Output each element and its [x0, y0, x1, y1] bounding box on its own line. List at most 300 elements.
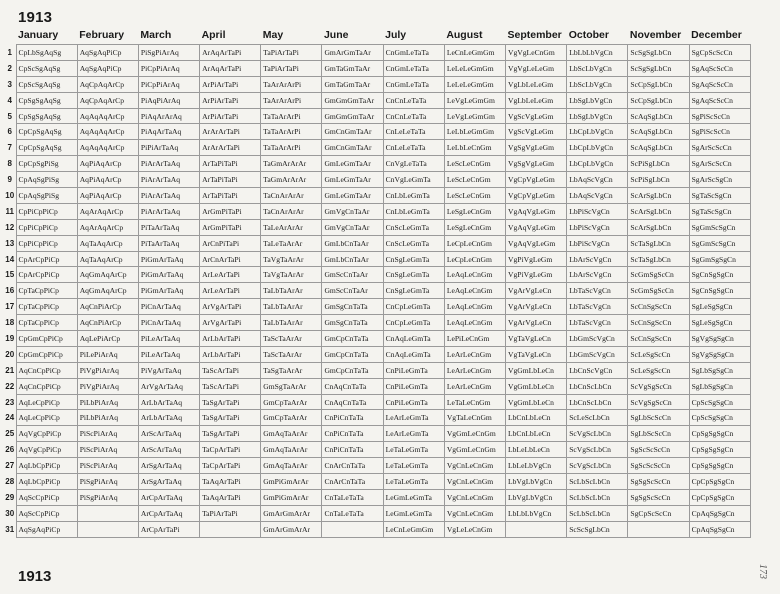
table-cell: LbAqScVgCn: [567, 172, 628, 188]
table-cell: CpAqSgSgCn: [689, 505, 750, 521]
table-row: [4, 203, 750, 219]
table-cell: CnSgLeGmTa: [383, 267, 444, 283]
table-cell: TaScTaArAr: [261, 346, 322, 362]
table-cell: PiVgPiArAq: [77, 362, 138, 378]
table-cell: GmTaGmTaAr: [322, 60, 383, 76]
table-cell: SgScScScCn: [628, 442, 689, 458]
table-cell: LeSgLeCnGm: [444, 219, 505, 235]
table-cell: LbVgLbVgCn: [506, 489, 567, 505]
table-cell: AqTaAqArCp: [77, 235, 138, 251]
table-cell: ArVgArTaAq: [138, 378, 199, 394]
table-cell: CnArCnTaTa: [322, 474, 383, 490]
table-cell: TaGmArArAr: [261, 156, 322, 172]
table-cell: ScLbScLbCn: [567, 474, 628, 490]
table-cell: CpSgSgSgCn: [689, 458, 750, 474]
table-cell: PiScPiArAq: [77, 426, 138, 442]
table-cell: LbPiScVgCn: [567, 235, 628, 251]
table-cell: LbCnScLbCn: [567, 394, 628, 410]
month-header: April: [201, 29, 226, 41]
day-number: 10: [4, 188, 16, 204]
table-cell: AqScCpPiCp: [16, 489, 77, 505]
table-cell: CnArCnTaTa: [322, 458, 383, 474]
table-cell: ArSgArTaAq: [138, 458, 199, 474]
table-cell: PiAqArTaAq: [138, 124, 199, 140]
table-row: [4, 331, 750, 347]
table-cell: TaAqArTaPi: [200, 489, 261, 505]
table-cell: TaScArTaPi: [200, 362, 261, 378]
table-cell: CpAqSgSgCn: [689, 521, 750, 537]
table-cell: ArCnPiTaPi: [200, 235, 261, 251]
table-cell: SgTaScSgCn: [689, 188, 750, 204]
table-row: [4, 108, 750, 124]
table-cell: VgVgLeCnGm: [506, 45, 567, 61]
table-cell: ArTaPiTaPi: [200, 172, 261, 188]
table-row: [4, 442, 750, 458]
table-cell: LeVgLeGmGm: [444, 108, 505, 124]
table-cell: GmCpCnTaTa: [322, 331, 383, 347]
table-cell: VgArVgLeCn: [506, 315, 567, 331]
table-cell: LbCnLbLeCn: [506, 426, 567, 442]
table-cell: PiArArTaAq: [138, 156, 199, 172]
table-cell: CnCnLeTaTa: [383, 92, 444, 108]
table-cell: VgArVgLeCn: [506, 283, 567, 299]
table-cell: ArCpArTaAq: [138, 505, 199, 521]
table-cell: PiScPiArAq: [77, 442, 138, 458]
table-cell: AqCnCpPiCp: [16, 378, 77, 394]
table-cell: CnPiCnTaTa: [322, 426, 383, 442]
table-cell: CnScLeGmTa: [383, 235, 444, 251]
table-row: [4, 489, 750, 505]
table-cell: PiCnArTaAq: [138, 299, 199, 315]
table-cell: VgVgLeLeGm: [506, 60, 567, 76]
table-cell: PiAqArArAq: [138, 108, 199, 124]
table-cell: ScVgSgScCn: [628, 394, 689, 410]
table-cell: ScScSgLbCn: [567, 521, 628, 537]
table-cell: GmScCnTaAr: [322, 283, 383, 299]
table-cell: GmPiGmArAr: [261, 474, 322, 490]
table-cell: PiVgArTaAq: [138, 362, 199, 378]
table-cell: PiGmArTaAq: [138, 283, 199, 299]
table-cell: SgLbSgSgCn: [689, 362, 750, 378]
table-cell: CnTaLeTaTa: [322, 489, 383, 505]
table-cell: CnLbLeGmTa: [383, 203, 444, 219]
table-cell: CpSgSgSgCn: [689, 442, 750, 458]
table-cell: AqScCpPiCp: [16, 505, 77, 521]
table-cell: LeAqLeCnGm: [444, 315, 505, 331]
table-cell: GmSgTaArAr: [261, 378, 322, 394]
table-cell: CpPiCpPiCp: [16, 203, 77, 219]
table-cell: CnGmLeTaTa: [383, 45, 444, 61]
table-cell: LeCnLeGmGm: [383, 521, 444, 537]
day-number: 15: [4, 267, 16, 283]
ephemeris-table: [4, 28, 751, 538]
table-cell: TaTaArArPi: [261, 108, 322, 124]
table-cell: ArScArTaAq: [138, 442, 199, 458]
table-cell: VgScVgLeGm: [506, 124, 567, 140]
table-cell: VgLeLeCnGm: [444, 521, 505, 537]
table-cell: CpScSgSgCn: [689, 410, 750, 426]
table-cell: CpLbSgAqSg: [16, 45, 77, 61]
table-cell: PiLeArTaAq: [138, 331, 199, 347]
table-cell: CpScSgAqSg: [16, 60, 77, 76]
table-cell: CpCpSgPiSg: [16, 156, 77, 172]
table-cell: SgSgScScCn: [628, 474, 689, 490]
table-cell: ScLbScLbCn: [567, 489, 628, 505]
table-cell: CpTaCpPiCp: [16, 299, 77, 315]
table-cell: PiArArTaAq: [138, 203, 199, 219]
table-cell: SgTaScSgCn: [689, 203, 750, 219]
table-cell: SgLbScScCn: [628, 410, 689, 426]
table-cell: ScArSgLbCn: [628, 203, 689, 219]
day-number: 23: [4, 394, 16, 410]
table-cell: LeLeLeGmGm: [444, 76, 505, 92]
table-cell: LeGmLeGmTa: [383, 489, 444, 505]
table-cell: VgGmLeCnGm: [444, 426, 505, 442]
table-row: [4, 156, 750, 172]
table-cell: ScSgSgLbCn: [628, 45, 689, 61]
day-number: 3: [4, 76, 16, 92]
table-cell: [628, 521, 689, 537]
table-cell: AqLbCpPiCp: [16, 474, 77, 490]
table-cell: PiLePiArAq: [77, 346, 138, 362]
table-cell: PiCnArTaAq: [138, 315, 199, 331]
table-cell: AqTaAqArCp: [77, 251, 138, 267]
table-cell: LeGmLeGmTa: [383, 505, 444, 521]
day-number: 22: [4, 378, 16, 394]
day-number: 7: [4, 140, 16, 156]
day-number: 19: [4, 331, 16, 347]
table-cell: ScPiSgLbCn: [628, 172, 689, 188]
table-cell: ArArArTaPi: [200, 140, 261, 156]
table-cell: VgCnLeCnGm: [444, 474, 505, 490]
table-cell: AqCpAqArCp: [77, 76, 138, 92]
table-cell: CpScSgSgCn: [689, 394, 750, 410]
table-cell: CnSgLeGmTa: [383, 251, 444, 267]
table-cell: LbLeLbLeCn: [506, 442, 567, 458]
table-cell: ScAqSgLbCn: [628, 108, 689, 124]
table-cell: TaTaArArPi: [261, 124, 322, 140]
table-cell: ArAqArTaPi: [200, 45, 261, 61]
table-cell: VgCnLeCnGm: [444, 458, 505, 474]
table-cell: TaAqArTaPi: [200, 474, 261, 490]
table-cell: ScSgSgLbCn: [628, 60, 689, 76]
table-cell: GmGmGmTaAr: [322, 108, 383, 124]
table-cell: LeArLeCnGm: [444, 346, 505, 362]
table-cell: ArTaPiTaPi: [200, 188, 261, 204]
month-header: August: [446, 29, 483, 41]
table-cell: CnPiLeGmTa: [383, 362, 444, 378]
table-cell: AqLeCpPiCp: [16, 410, 77, 426]
table-cell: SgGmScSgCn: [689, 235, 750, 251]
table-cell: ArScArTaAq: [138, 426, 199, 442]
table-cell: ArCnArTaPi: [200, 251, 261, 267]
table-cell: CpTaCpPiCp: [16, 315, 77, 331]
table-cell: SgGmScSgCn: [689, 219, 750, 235]
table-cell: GmCnGmTaAr: [322, 124, 383, 140]
table-row: [4, 267, 750, 283]
table-cell: TaLbTaArAr: [261, 299, 322, 315]
table-cell: GmLeGmTaAr: [322, 188, 383, 204]
table-cell: AqGmAqArCp: [77, 283, 138, 299]
table-cell: LbSgLbVgCn: [567, 92, 628, 108]
table-cell: CpGmCpPiCp: [16, 331, 77, 347]
table-cell: PiGmArTaAq: [138, 251, 199, 267]
table-cell: CpPiCpPiCp: [16, 235, 77, 251]
table-cell: LbLbLbVgCn: [506, 505, 567, 521]
table-cell: LbCpLbVgCn: [567, 156, 628, 172]
table-cell: CnGmLeTaTa: [383, 60, 444, 76]
table-row: [4, 426, 750, 442]
table-cell: ScTaSgLbCn: [628, 251, 689, 267]
day-number: 12: [4, 219, 16, 235]
table-row: [4, 251, 750, 267]
table-cell: ScVgScLbCn: [567, 458, 628, 474]
table-cell: ArLeArTaPi: [200, 283, 261, 299]
table-cell: GmScCnTaAr: [322, 267, 383, 283]
table-cell: TaLbTaArAr: [261, 283, 322, 299]
table-cell: PiArArTaAq: [138, 172, 199, 188]
year-footer: 1913: [18, 568, 52, 585]
table-cell: ScTaSgLbCn: [628, 235, 689, 251]
day-number: 29: [4, 489, 16, 505]
table-cell: CnVgLeGmTa: [383, 172, 444, 188]
table-cell: PiTaArTaAq: [138, 235, 199, 251]
table-cell: AqAqAqArCp: [77, 140, 138, 156]
day-number: 30: [4, 505, 16, 521]
table-cell: LeScLeCnGm: [444, 156, 505, 172]
table-cell: ScCnSgScCn: [628, 331, 689, 347]
table-cell: CpArCpPiCp: [16, 267, 77, 283]
month-header: September: [507, 29, 562, 41]
table-cell: GmArGmTaAr: [322, 45, 383, 61]
table-cell: AqCnPiArCp: [77, 299, 138, 315]
table-row: [4, 410, 750, 426]
table-cell: LbPiScVgCn: [567, 219, 628, 235]
table-row: [4, 45, 750, 61]
table-cell: CnCpLeGmTa: [383, 315, 444, 331]
table-cell: LeScLeCnGm: [444, 172, 505, 188]
table-cell: AqAqAqArCp: [77, 108, 138, 124]
day-number: 5: [4, 108, 16, 124]
table-cell: ArCpArTaPi: [138, 521, 199, 537]
table-cell: ArLbArTaPi: [200, 331, 261, 347]
table-cell: TaTaArArPi: [261, 140, 322, 156]
table-cell: SgVgSgSgCn: [689, 331, 750, 347]
day-rows: [4, 45, 750, 538]
day-number: 24: [4, 410, 16, 426]
table-cell: LbGmScVgCn: [567, 331, 628, 347]
table-cell: VgGmLbLeCn: [506, 362, 567, 378]
table-cell: SgLbScScCn: [628, 426, 689, 442]
table-cell: SgAqScScCn: [689, 76, 750, 92]
table-cell: CpGmCpPiCp: [16, 346, 77, 362]
day-number: 18: [4, 315, 16, 331]
table-cell: TaLeArArAr: [261, 219, 322, 235]
table-cell: ArVgArTaPi: [200, 299, 261, 315]
table-cell: CnVgLeTaTa: [383, 156, 444, 172]
table-cell: GmCpCnTaTa: [322, 346, 383, 362]
table-row: [4, 235, 750, 251]
table-row: [4, 92, 750, 108]
table-cell: GmSgCnTaTa: [322, 299, 383, 315]
table-row: [4, 188, 750, 204]
table-cell: VgSgVgLeGm: [506, 140, 567, 156]
table-cell: TaLeTaArAr: [261, 235, 322, 251]
table-cell: VgAqVgLeGm: [506, 203, 567, 219]
table-cell: CnPiLeGmTa: [383, 394, 444, 410]
table-cell: SgGmSgSgCn: [689, 251, 750, 267]
table-cell: LeScLeCnGm: [444, 188, 505, 204]
table-row: [4, 299, 750, 315]
table-cell: GmSgCnTaTa: [322, 315, 383, 331]
table-cell: ScAqSgLbCn: [628, 140, 689, 156]
table-cell: AqSgAqPiCp: [77, 60, 138, 76]
table-cell: PiCpPiArAq: [138, 60, 199, 76]
table-cell: LbCnLbLeCn: [506, 410, 567, 426]
table-cell: ScCnSgScCn: [628, 299, 689, 315]
table-cell: GmVgCnTaAr: [322, 203, 383, 219]
table-cell: ScCpSgLbCn: [628, 76, 689, 92]
table-cell: CnAqCnTaTa: [322, 394, 383, 410]
table-cell: SgCnSgSgCn: [689, 267, 750, 283]
table-cell: ScLeSgScCn: [628, 346, 689, 362]
page-number: 173: [757, 564, 768, 579]
table-cell: AqGmAqArCp: [77, 267, 138, 283]
table-cell: VgGmLbLeCn: [506, 394, 567, 410]
table-cell: AqCnPiArCp: [77, 315, 138, 331]
table-cell: LeAqLeCnGm: [444, 283, 505, 299]
table-cell: VgCpVgLeGm: [506, 188, 567, 204]
table-cell: ArLeArTaPi: [200, 267, 261, 283]
table-cell: LbArScVgCn: [567, 251, 628, 267]
table-cell: ScVgScLbCn: [567, 426, 628, 442]
table-cell: CnPiCnTaTa: [322, 442, 383, 458]
table-cell: TaSgTaArAr: [261, 362, 322, 378]
table-cell: CnAqLeGmTa: [383, 346, 444, 362]
table-cell: TaPiArTaPi: [261, 60, 322, 76]
table-cell: SgCpScScCn: [689, 45, 750, 61]
table-cell: LbCpLbVgCn: [567, 140, 628, 156]
table-cell: LeCpLeCnGm: [444, 235, 505, 251]
table-cell: ArLbArTaAq: [138, 394, 199, 410]
table-cell: GmArGmArAr: [261, 521, 322, 537]
table-cell: CnAqLeGmTa: [383, 331, 444, 347]
table-cell: TaSgArTaPi: [200, 410, 261, 426]
table-row: [4, 346, 750, 362]
table-cell: VgGmLeCnGm: [444, 442, 505, 458]
table-cell: CpCpSgSgCn: [689, 474, 750, 490]
table-cell: LeArLeCnGm: [444, 362, 505, 378]
table-cell: VgTaLeCnGm: [444, 410, 505, 426]
table-cell: LbLeLbVgCn: [506, 458, 567, 474]
table-cell: CnScLeGmTa: [383, 219, 444, 235]
month-header: November: [629, 29, 682, 41]
table-cell: PiScPiArAq: [77, 458, 138, 474]
table-cell: TaArArArPi: [261, 76, 322, 92]
table-row: [4, 521, 750, 537]
table-row: [4, 458, 750, 474]
table-cell: AqLePiArCp: [77, 331, 138, 347]
table-cell: LbAqScVgCn: [567, 188, 628, 204]
table-cell: LbTaScVgCn: [567, 315, 628, 331]
table-cell: PiSgPiArAq: [138, 45, 199, 61]
table-cell: CnLeLeTaTa: [383, 140, 444, 156]
table-cell: AqCnCpPiCp: [16, 362, 77, 378]
month-header-row: [4, 28, 750, 45]
table-cell: CpSgSgAqSg: [16, 108, 77, 124]
table-cell: ArPiArTaPi: [200, 76, 261, 92]
table-row: [4, 315, 750, 331]
table-cell: PiSgPiArAq: [77, 489, 138, 505]
table-row: [4, 474, 750, 490]
table-cell: LeVgLeGmGm: [444, 92, 505, 108]
table-cell: PiLbPiArAq: [77, 410, 138, 426]
table-cell: TaPiArTaPi: [200, 505, 261, 521]
table-cell: PiTaArTaAq: [138, 219, 199, 235]
table-cell: CnSgLeGmTa: [383, 283, 444, 299]
month-header: February: [79, 29, 125, 41]
table-cell: CnGmLeTaTa: [383, 76, 444, 92]
table-cell: LeArLeGmTa: [383, 410, 444, 426]
table-cell: CnLbLeGmTa: [383, 188, 444, 204]
table-cell: PiLbPiArAq: [77, 394, 138, 410]
table-row: [4, 219, 750, 235]
table-cell: ArTaPiTaPi: [200, 156, 261, 172]
table-cell: [322, 521, 383, 537]
day-number: 25: [4, 426, 16, 442]
table-cell: ScVgSgScCn: [628, 378, 689, 394]
table-cell: LeCnLeGmGm: [444, 45, 505, 61]
table-cell: TaScTaArAr: [261, 331, 322, 347]
table-cell: LbCnScLbCn: [567, 378, 628, 394]
month-header: January: [18, 29, 59, 41]
table-cell: ScArSgLbCn: [628, 188, 689, 204]
table-cell: CnPiCnTaTa: [322, 410, 383, 426]
table-cell: SgArScSgCn: [689, 172, 750, 188]
month-header: March: [140, 29, 172, 41]
table-cell: CpPiCpPiCp: [16, 219, 77, 235]
table-cell: PiArArTaAq: [138, 188, 199, 204]
table-cell: SgAqScScCn: [689, 60, 750, 76]
table-cell: TaCnArArAr: [261, 203, 322, 219]
table-cell: GmArGmArAr: [261, 505, 322, 521]
table-cell: AqAqAqArCp: [77, 124, 138, 140]
table-cell: GmVgCnTaAr: [322, 219, 383, 235]
month-header: October: [568, 29, 609, 41]
table-cell: LeAqLeCnGm: [444, 267, 505, 283]
table-cell: VgLbLeLeGm: [506, 92, 567, 108]
table-cell: AqPiAqArCp: [77, 172, 138, 188]
day-number: 11: [4, 203, 16, 219]
table-cell: GmLeGmTaAr: [322, 156, 383, 172]
table-cell: PiVgPiArAq: [77, 378, 138, 394]
table-cell: LbCnScVgCn: [567, 362, 628, 378]
table-cell: CpAqSgPiSg: [16, 172, 77, 188]
day-number: 1: [4, 45, 16, 61]
table-cell: LeArLeGmTa: [383, 426, 444, 442]
table-row: [4, 140, 750, 156]
table-cell: LeLeLeGmGm: [444, 60, 505, 76]
table-cell: LbScLbVgCn: [567, 76, 628, 92]
table-row: [4, 60, 750, 76]
day-number: 16: [4, 283, 16, 299]
table-cell: ScGmSgScCn: [628, 283, 689, 299]
table-cell: AqLeCpPiCp: [16, 394, 77, 410]
table-cell: AqCpAqArCp: [77, 92, 138, 108]
table-cell: ScArSgLbCn: [628, 219, 689, 235]
table-cell: AqSgAqPiCp: [77, 45, 138, 61]
table-cell: SgScScScCn: [628, 458, 689, 474]
